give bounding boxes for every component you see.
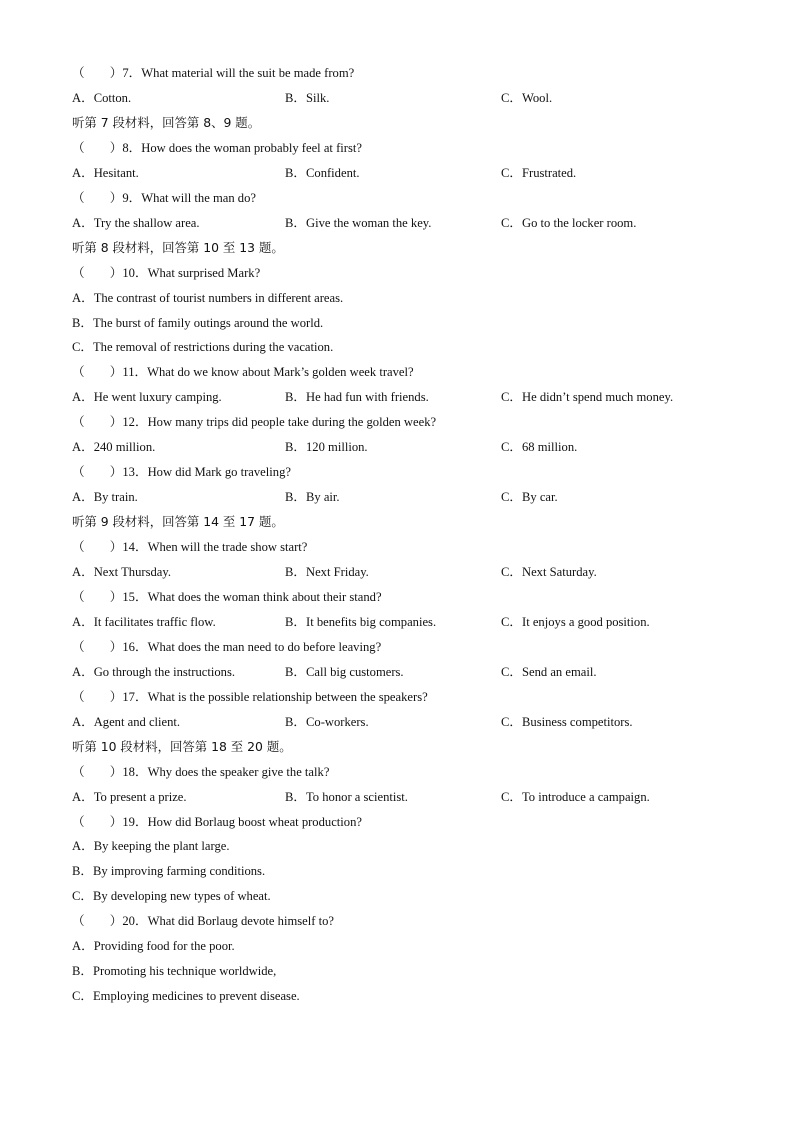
answer-option: A．Providing food for the poor. — [72, 939, 235, 954]
answer-option: B．The burst of family outings around the world. — [72, 315, 324, 330]
section-heading: 听第 9 段材料，回答第 14 至 17 题。 — [72, 514, 284, 530]
section-heading: 听第 10 段材料，回答第 18 至 20 题。 — [72, 738, 292, 754]
question-stem: （ ）19．How did Borlaug boost wheat production? — [72, 814, 362, 829]
answer-option: B．By improving farming conditions. — [72, 864, 266, 879]
answer-option-c: C．It enjoys a good position. — [501, 614, 650, 629]
question-stem: （ ）17．What is the possible relationship between the speakers? — [72, 689, 428, 704]
answer-option-a: A．Next Thursday. — [72, 565, 171, 579]
answer-option-c: C．Send an email. — [501, 664, 597, 679]
answer-option-c: C．Wool. — [501, 90, 553, 105]
answer-option-b: B．It benefits big companies. — [285, 614, 437, 629]
answer-option-c: C．Go to the locker room. — [501, 215, 637, 230]
answer-option-c: C．Business competitors. — [501, 714, 633, 729]
question-stem: （ ）7．What material will the suit be made from? — [72, 66, 355, 80]
answer-option-b: B．Co-workers. — [285, 714, 369, 729]
answer-option-a: A．Go through the instructions. — [72, 664, 236, 679]
answer-option-c: C．By car. — [501, 490, 558, 505]
answer-option-a: A．To present a prize. — [72, 789, 187, 804]
section-heading: 听第 7 段材料，回答第 8、9 题。 — [72, 114, 261, 130]
answer-option-b: B．Confident. — [285, 165, 360, 180]
question-stem: （ ）20．What did Borlaug devote himself to? — [72, 914, 334, 929]
answer-option-a: A．By train. — [72, 490, 138, 505]
answer-option-b: B．120 million. — [285, 440, 368, 455]
question-stem: （ ）10．What surprised Mark? — [72, 265, 261, 280]
answer-option: A．By keeping the plant large. — [72, 839, 230, 854]
question-stem: （ ）18．Why does the speaker give the talk? — [72, 764, 330, 779]
question-stem: （ ）11．What do we know about Mark’s golden week travel? — [72, 365, 414, 380]
answer-option-b: B．He had fun with friends. — [285, 390, 429, 405]
answer-option-a: A．Hesitant. — [72, 165, 139, 180]
question-stem: （ ）9．What will the man do? — [72, 190, 256, 205]
answer-option-b: B．By air. — [285, 490, 340, 505]
question-stem: （ ）8．How does the woman probably feel at first? — [72, 140, 362, 155]
answer-option-c: C．Next Saturday. — [501, 565, 597, 579]
question-stem: （ ）14．When will the trade show start? — [72, 540, 308, 555]
answer-option: C．By developing new types of wheat. — [72, 889, 271, 904]
answer-option: A．The contrast of tourist numbers in different areas. — [72, 290, 344, 305]
section-heading: 听第 8 段材料，回答第 10 至 13 题。 — [72, 239, 284, 255]
answer-option-b: B．Give the woman the key. — [285, 215, 432, 230]
answer-option-a: A．240 million. — [72, 440, 156, 455]
answer-option-c: C．Frustrated. — [501, 165, 577, 180]
answer-option: C．Employing medicines to prevent disease. — [72, 989, 300, 1004]
answer-option-c: C．He didn’t spend much money. — [501, 390, 674, 405]
answer-option-a: A．Agent and client. — [72, 714, 181, 729]
answer-option-b: B．Silk. — [285, 90, 330, 105]
answer-option-b: B．Call big customers. — [285, 664, 404, 679]
answer-option-c: C．To introduce a campaign. — [501, 789, 650, 804]
question-stem: （ ）15．What does the woman think about their stand? — [72, 589, 382, 604]
answer-option-a: A．Cotton. — [72, 90, 132, 105]
question-stem: （ ）12．How many trips did people take during the golden week? — [72, 415, 437, 430]
answer-option-b: B．Next Friday. — [285, 565, 369, 579]
question-stem: （ ）16．What does the man need to do before leaving? — [72, 639, 382, 654]
answer-option-b: B．To honor a scientist. — [285, 789, 408, 804]
answer-option-a: A．He went luxury camping. — [72, 390, 222, 405]
question-stem: （ ）13．How did Mark go traveling? — [72, 465, 291, 480]
answer-option: B．Promoting his technique worldwide, — [72, 964, 277, 979]
answer-option-a: A．Try the shallow area. — [72, 215, 200, 230]
answer-option: C．The removal of restrictions during the vacation. — [72, 340, 334, 355]
answer-option-a: A．It facilitates traffic flow. — [72, 614, 216, 629]
answer-option-c: C．68 million. — [501, 440, 578, 455]
